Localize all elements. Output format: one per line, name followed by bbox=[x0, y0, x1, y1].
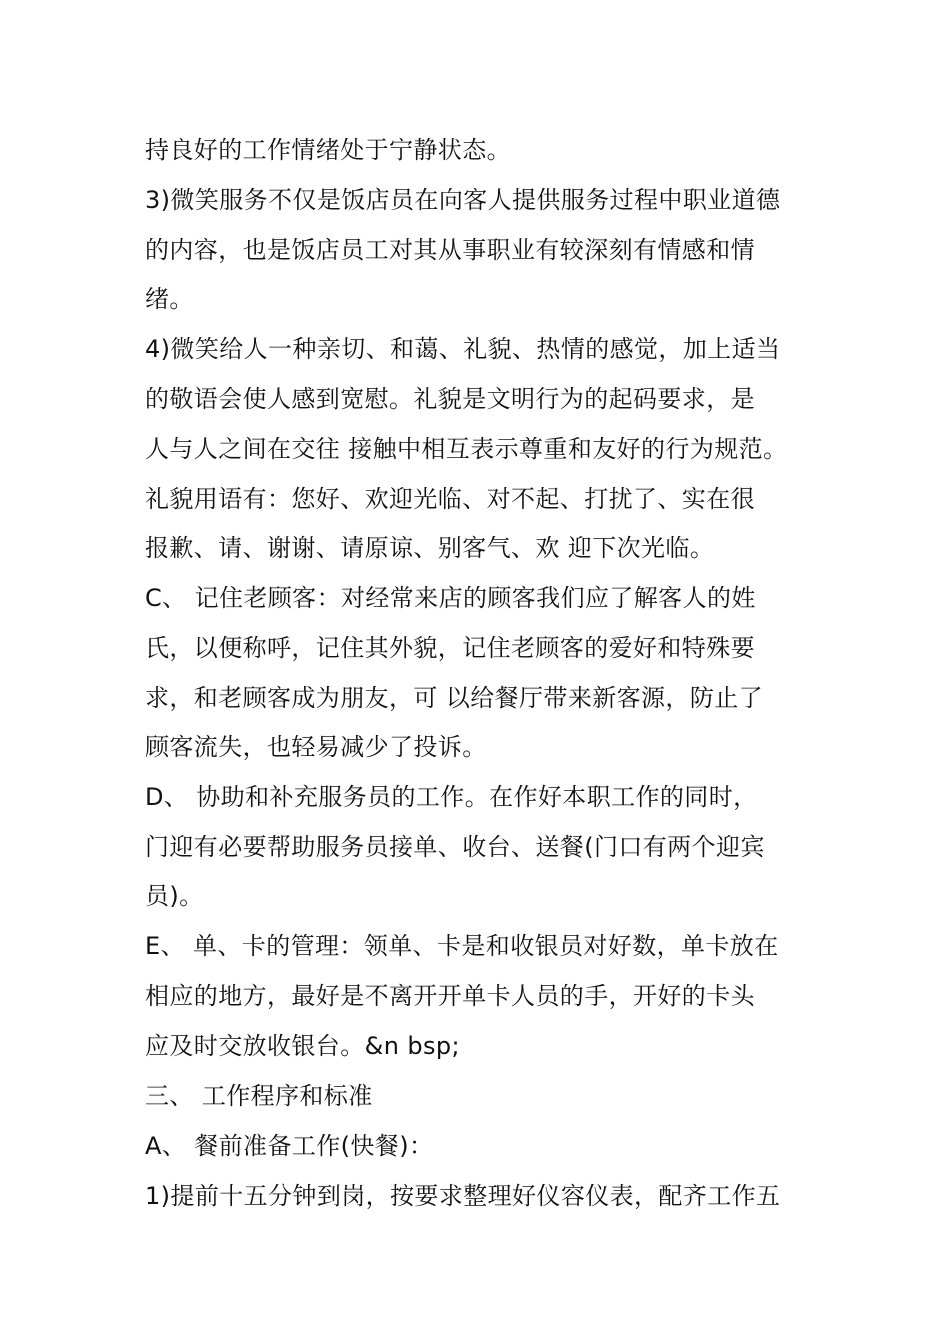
text-line: C、 记住老顾客：对经常来店的顾客我们应了解客人的姓 bbox=[145, 584, 756, 612]
section-heading: 三、 工作程序和标准 bbox=[145, 1082, 373, 1110]
text-line: 相应的地方，最好是不离开开单卡人员的手，开好的卡头 bbox=[145, 982, 755, 1010]
text-line: 顾客流失，也轻易减少了投诉。 bbox=[145, 733, 487, 761]
text-line: 3)微笑服务不仅是饭店员在向客人提供服务过程中职业道德 bbox=[145, 186, 781, 214]
text-line: 人与人之间在交往 接触中相互表示尊重和友好的行为规范。 bbox=[145, 435, 788, 463]
text-line: 的内容，也是饭店员工对其从事职业有较深刻有情感和情 bbox=[145, 236, 755, 264]
text-line: 应及时交放收银台。&n bsp; bbox=[145, 1032, 461, 1060]
text-line: E、 单、卡的管理：领单、卡是和收银员对好数，单卡放在 bbox=[145, 932, 779, 960]
text-line: 求，和老顾客成为朋友，可 以给餐厅带来新客源，防止了 bbox=[145, 684, 764, 712]
text-line: 礼貌用语有：您好、欢迎光临、对不起、打扰了、实在很 bbox=[145, 485, 755, 513]
text-line: 报歉、请、谢谢、请原谅、别客气、欢 迎下次光临。 bbox=[145, 534, 715, 562]
text-line: D、 协助和补充服务员的工作。在作好本职工作的同时， bbox=[145, 783, 758, 811]
text-line: 的敬语会使人感到宽慰。礼貌是文明行为的起码要求，是 bbox=[145, 385, 755, 413]
text-line: 持良好的工作情绪处于宁静状态。 bbox=[145, 136, 511, 164]
text-line: 绪。 bbox=[145, 285, 194, 313]
text-line: 员)。 bbox=[145, 882, 204, 910]
subsection-heading: A、 餐前准备工作(快餐)： bbox=[145, 1132, 434, 1160]
text-line: 氏，以便称呼，记住其外貌，记住老顾客的爱好和特殊要 bbox=[145, 634, 755, 662]
text-line: 1)提前十五分钟到岗，按要求整理好仪容仪表，配齐工作五 bbox=[145, 1182, 781, 1210]
text-line: 门迎有必要帮助服务员接单、收台、送餐(门口有两个迎宾 bbox=[145, 833, 765, 861]
text-line: 4)微笑给人一种亲切、和蔼、礼貌、热情的感觉，加上适当 bbox=[145, 335, 781, 363]
